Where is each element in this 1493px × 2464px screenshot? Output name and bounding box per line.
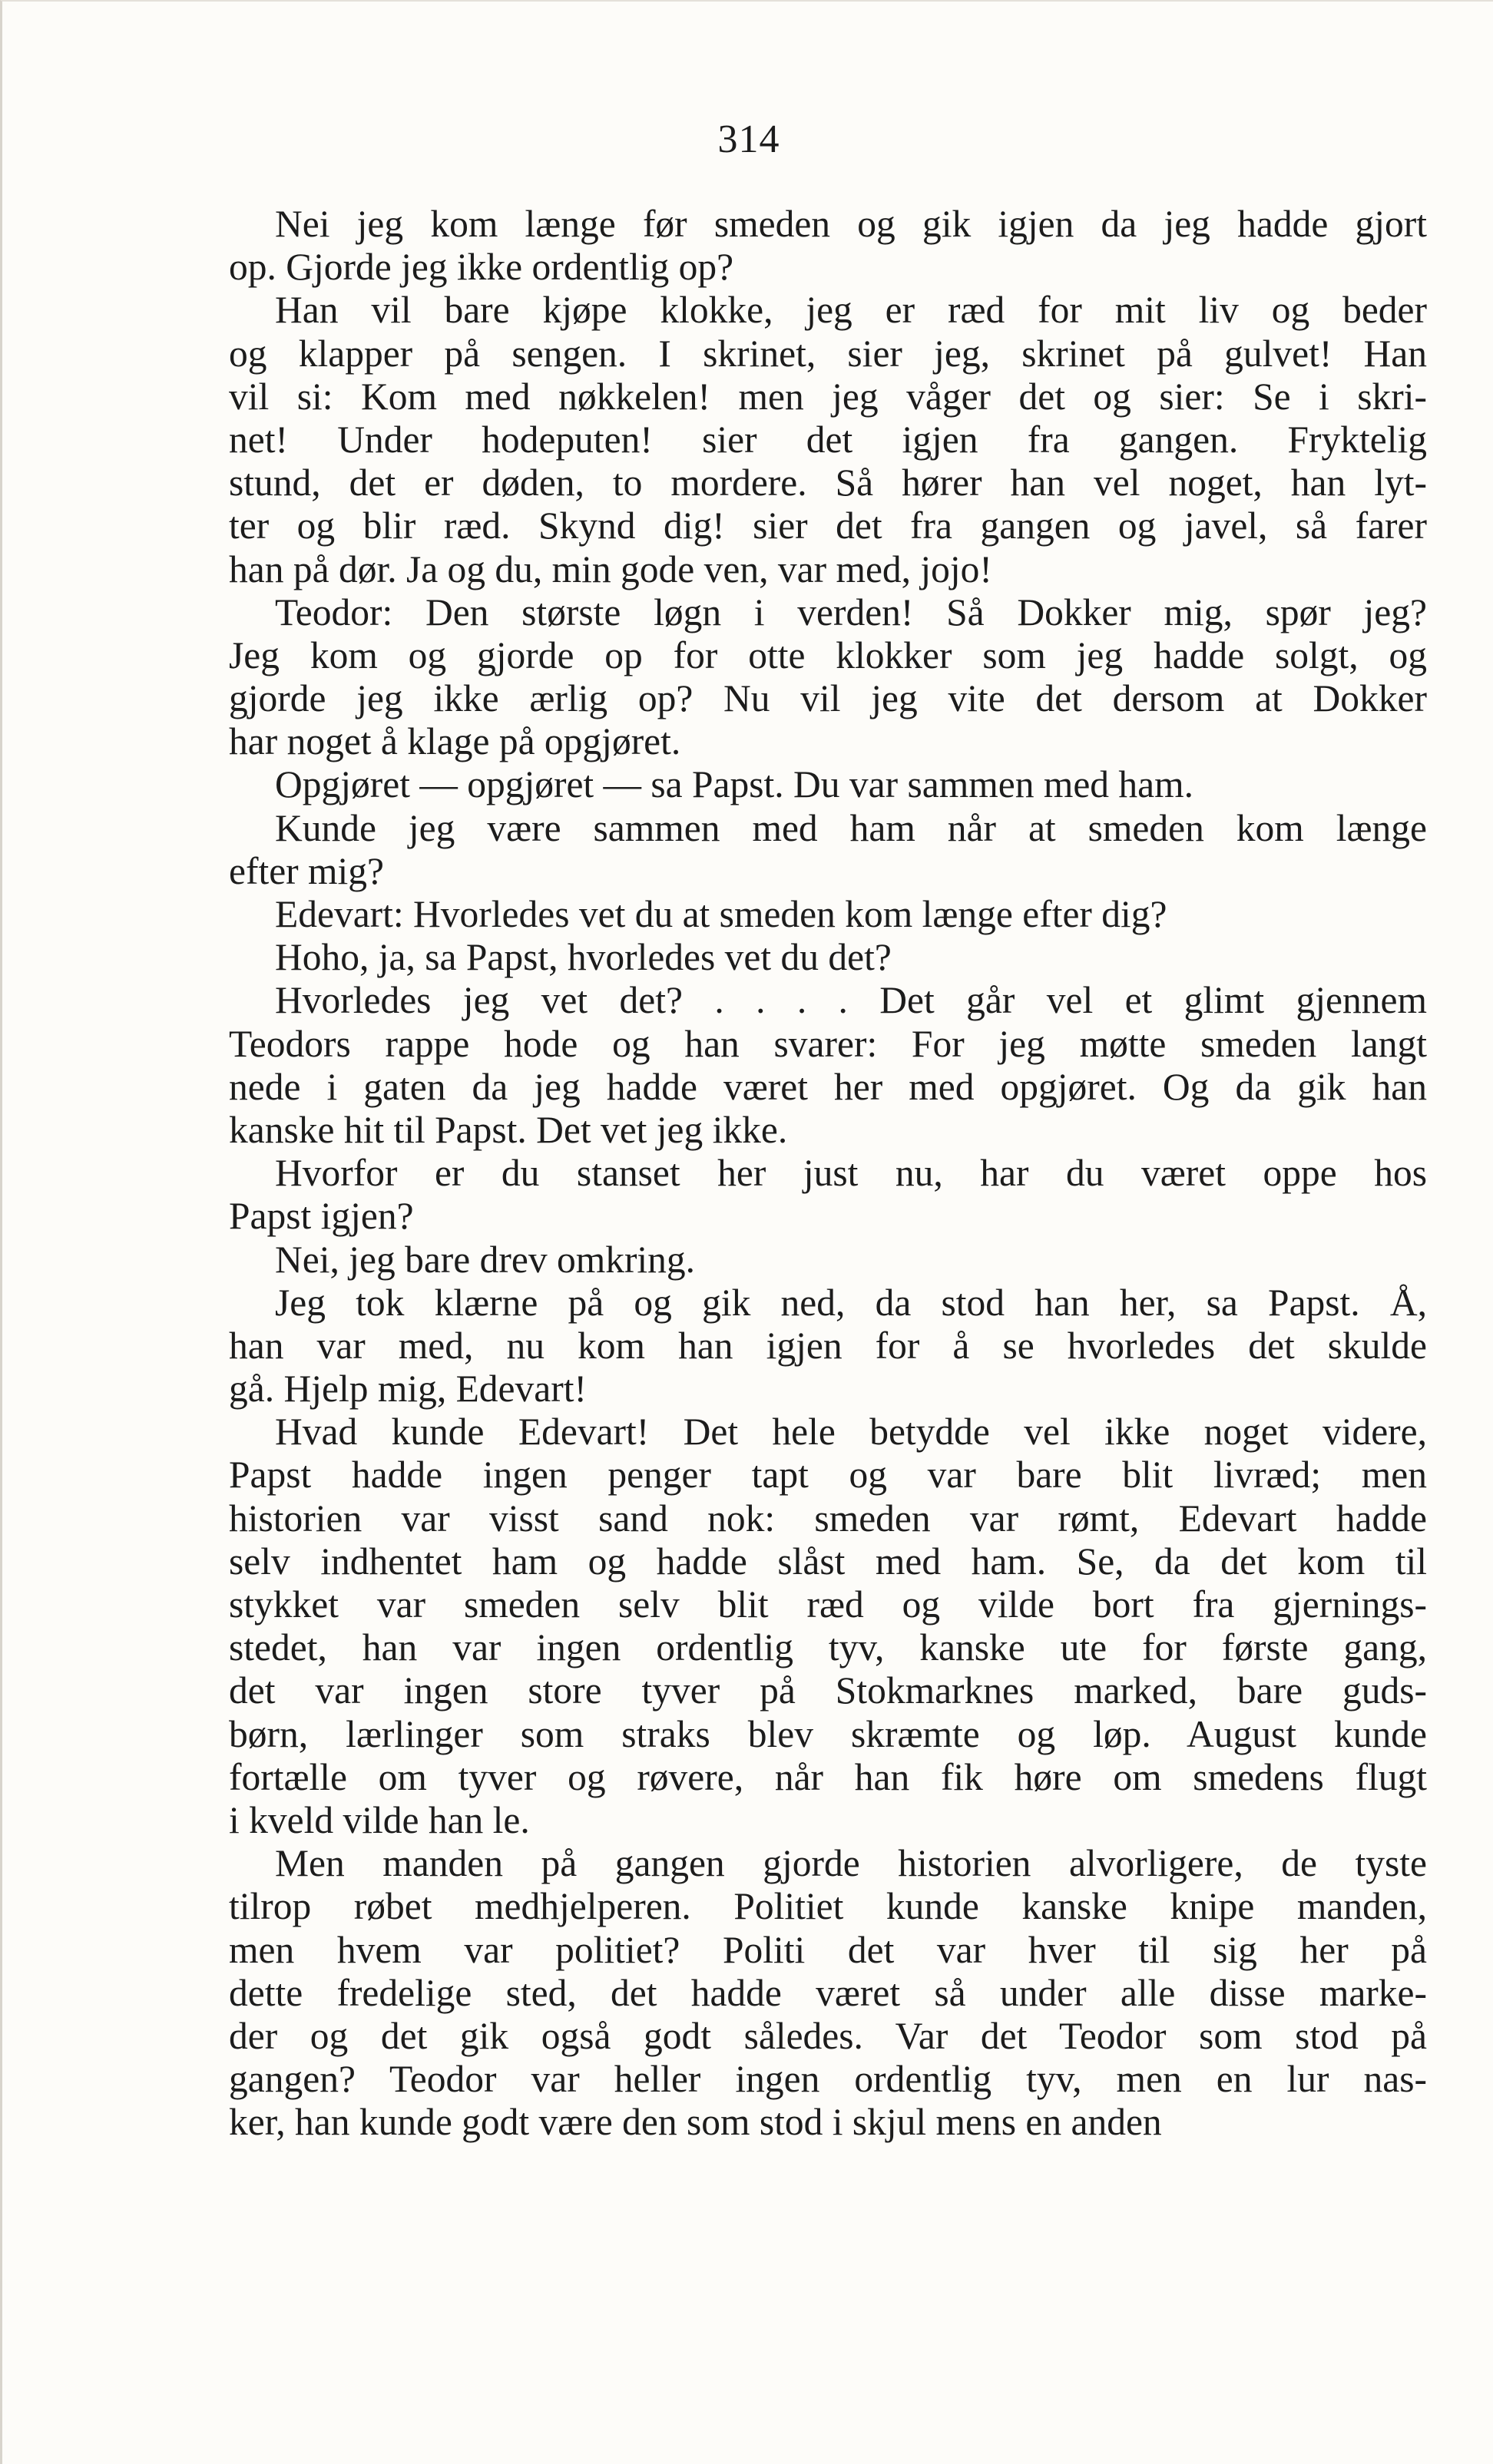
text-line: Hoho, ja, sa Papst, hvorledes vet du det? [275, 936, 892, 979]
text-line: op. Gjorde jeg ikke ordentlig op? [229, 246, 734, 289]
text-line: Teodor: Den største løgn i verden! Så Dokker mig, spør jeg? [275, 590, 1427, 633]
text-line: ker, han kunde godt være den som stod i skjul mens en anden [229, 2101, 1162, 2144]
text-line: Jeg tok klærne på og gik ned, da stod han her, sa Papst. Å, [275, 1281, 1427, 1324]
paragraph [229, 1842, 1427, 2144]
paragraph [229, 979, 1427, 1152]
text-line: gangen? Teodor var heller ingen ordentlig tyv, men en lur nas- [229, 2058, 1427, 2101]
text-line: stedet, han var ingen ordentlig tyv, kanske ute for første gang, [229, 1626, 1427, 1669]
text-line: Han vil bare kjøpe klokke, jeg er ræd for mit liv og beder [275, 289, 1427, 332]
text-line: børn, lærlinger som straks blev skræmte og løp. August kunde [229, 1712, 1427, 1755]
paragraph [229, 763, 1427, 806]
text-line: men hvem var politiet? Politi det var hver til sig her på [229, 1928, 1427, 1971]
text-line: stund, det er døden, to mordere. Så hører han vel noget, han lyt- [229, 461, 1427, 504]
paragraph [229, 203, 1427, 289]
text-line: gå. Hjelp mig, Edevart! [229, 1368, 587, 1411]
text-line: Edevart: Hvorledes vet du at smeden kom længe efter dig? [275, 893, 1167, 935]
paragraph [229, 893, 1427, 936]
text-line: Teodors rappe hode og han svarer: For jeg møtte smeden langt [229, 1022, 1427, 1065]
body-text [229, 203, 1427, 2144]
paragraph [229, 289, 1427, 590]
text-line: vil si: Kom med nøkkelen! men jeg våger det og sier: Se i skri- [229, 375, 1427, 418]
text-line: kanske hit til Papst. Det vet jeg ikke. [229, 1108, 788, 1151]
text-line: det var ingen store tyver på Stokmarknes marked, bare guds- [229, 1669, 1427, 1712]
text-line: i kveld vilde han le. [229, 1798, 530, 1841]
paragraph [229, 591, 1427, 764]
text-line: har noget å klage på opgjøret. [229, 720, 681, 763]
text-line: Kunde jeg være sammen med ham når at smeden kom længe [275, 806, 1427, 849]
text-line: efter mig? [229, 849, 385, 892]
paragraph [229, 807, 1427, 893]
paragraph [229, 1282, 1427, 1411]
text-line: han var med, nu kom han igjen for å se hvorledes det skulde [229, 1324, 1427, 1367]
text-line: Hvorledes jeg vet det? . . . . Det går vel et glimt gjennem [275, 979, 1427, 1022]
text-line: selv indhentet ham og hadde slåst med ham. Se, da det kom til [229, 1540, 1427, 1583]
text-line: Nei jeg kom længe før smeden og gik igjen da jeg hadde gjort [275, 203, 1427, 245]
page-number: 314 [717, 117, 780, 161]
text-line: han på dør. Ja og du, min gode ven, var med, jojo! [229, 547, 992, 590]
text-line: ter og blir ræd. Skynd dig! sier det fra gangen og javel, så farer [229, 504, 1427, 547]
text-line: tilrop røbet medhjelperen. Politiet kunde kanske knipe manden, [229, 1885, 1427, 1928]
text-line: og klapper på sengen. I skrinet, sier jeg, skrinet på gulvet! Han [229, 332, 1427, 375]
text-line: Nei, jeg bare drev omkring. [275, 1238, 696, 1281]
text-line: net! Under hodeputen! sier det igjen fra gangen. Fryktelig [229, 418, 1427, 461]
text-line: Opgjøret — opgjøret — sa Papst. Du var sammen med ham. [275, 763, 1194, 806]
paragraph [229, 936, 1427, 979]
paragraph [229, 1411, 1427, 1842]
text-line: fortælle om tyver og røvere, når han fik høre om smedens flugt [229, 1755, 1427, 1798]
text-line: historien var visst sand nok: smeden var rømt, Edevart hadde [229, 1497, 1427, 1540]
text-line: gjorde jeg ikke ærlig op? Nu vil jeg vite det dersom at Dokker [229, 677, 1427, 720]
text-line: Papst hadde ingen penger tapt og var bare blit livræd; men [229, 1454, 1427, 1497]
paragraph [229, 1152, 1427, 1238]
text-line: der og det gik også godt således. Var det Teodor som stod på [229, 2014, 1427, 2057]
text-line: dette fredelige sted, det hadde været så under alle disse marke- [229, 1971, 1427, 2014]
text-line: Papst igjen? [229, 1195, 414, 1238]
text-line: Hvad kunde Edevart! Det hele betydde vel ikke noget videre, [275, 1411, 1427, 1454]
text-line: stykket var smeden selv blit ræd og vilde bort fra gjernings- [229, 1583, 1427, 1626]
paragraph [229, 1239, 1427, 1282]
text-line: Jeg kom og gjorde op for otte klokker som jeg hadde solgt, og [229, 633, 1427, 676]
text-line: Hvorfor er du stanset her just nu, har du været oppe hos [275, 1152, 1427, 1195]
text-line: Men manden på gangen gjorde historien alvorligere, de tyste [275, 1842, 1427, 1885]
text-line: nede i gaten da jeg hadde været her med opgjøret. Og da gik han [229, 1065, 1427, 1108]
